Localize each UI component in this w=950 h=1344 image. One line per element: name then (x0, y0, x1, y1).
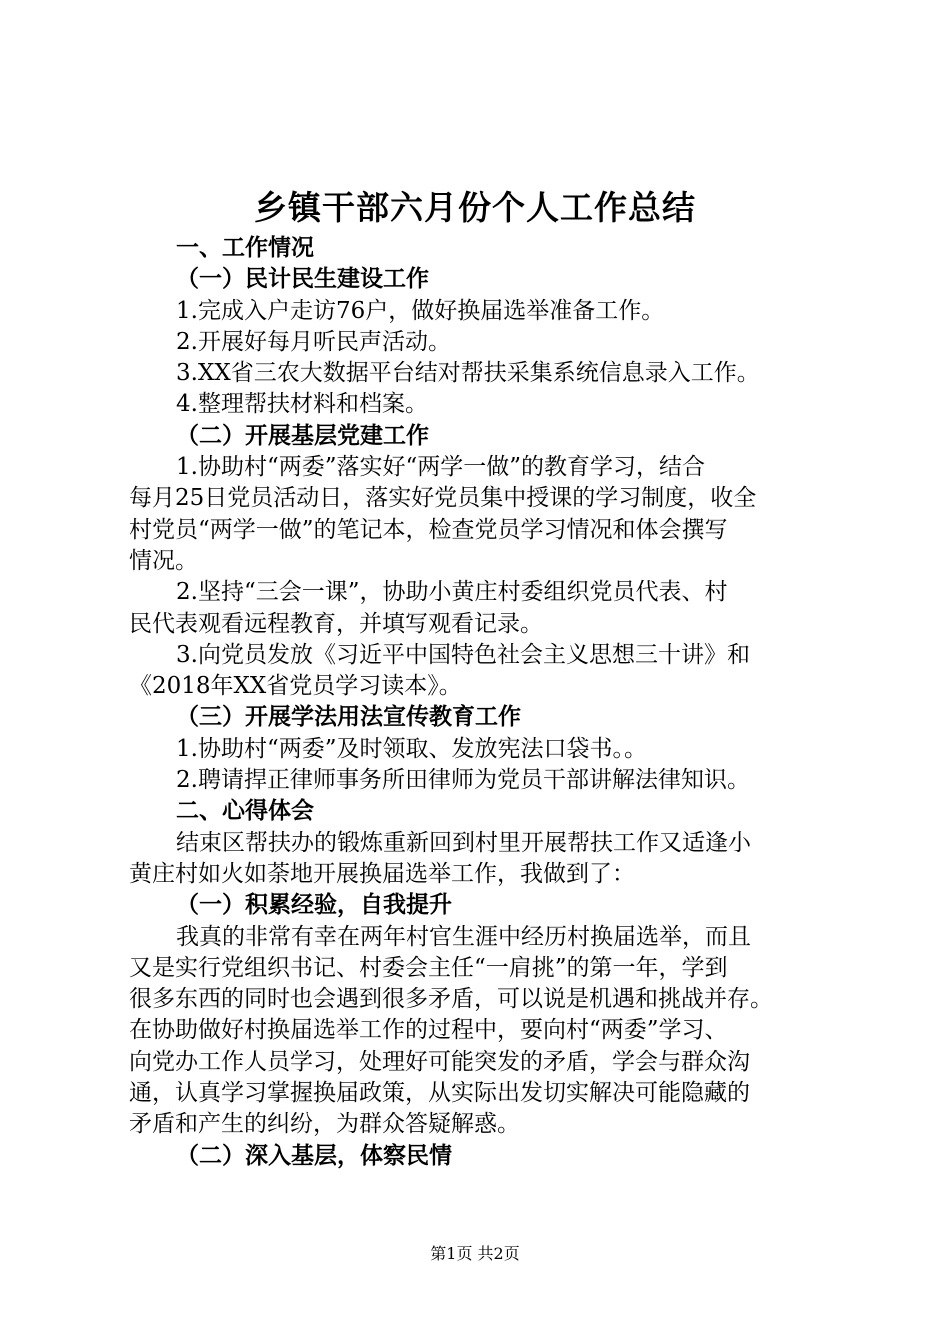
paragraph-line: 结束区帮扶办的锻炼重新回到村里开展帮扶工作又适逢小 (176, 829, 751, 856)
paragraph-line: 情况。 (129, 547, 198, 574)
paragraph-line: 村党员“两学一做”的笔记本，检查党员学习情况和体会撰写 (129, 516, 728, 543)
subsection-heading: （三）开展学法用法宣传教育工作 (176, 704, 521, 731)
subsection-heading: （二）开展基层党建工作 (176, 422, 429, 449)
paragraph-line: 3.XX省三农大数据平台结对帮扶采集系统信息录入工作。 (176, 360, 760, 387)
subsection-heading: （一）民计民生建设工作 (176, 266, 429, 293)
document-body (129, 233, 829, 1172)
section-heading: 二、心得体会 (176, 798, 314, 825)
paragraph-line: 很多东西的同时也会遇到很多矛盾，可以说是机遇和挑战并存。 (129, 986, 773, 1013)
paragraph-line: 我真的非常有幸在两年村官生涯中经历村换届选举，而且 (176, 923, 751, 950)
paragraph-line: 又是实行党组织书记、村委会主任“一肩挑”的第一年，学到 (129, 954, 728, 981)
paragraph-line: 2.聘请捍正律师事务所田律师为党员干部讲解法律知识。 (176, 767, 750, 794)
paragraph-line: 1.完成入户走访76户，做好换届选举准备工作。 (176, 297, 665, 324)
paragraph-line: 在协助做好村换届选举工作的过程中，要向村“两委”学习、 (129, 1017, 728, 1044)
paragraph-line: 每月25日党员活动日，落实好党员集中授课的学习制度，收全 (129, 485, 757, 512)
page-footer: 第1页 共2页 (430, 1244, 520, 1263)
paragraph-line: 矛盾和产生的纠纷，为群众答疑解惑。 (129, 1111, 520, 1138)
subsection-heading: （二）深入基层，体察民情 (176, 1142, 452, 1169)
paragraph-line: 2.坚持“三会一课”，协助小黄庄村委组织党员代表、村 (176, 579, 728, 606)
paragraph-line: 民代表观看远程教育，并填写观看记录。 (129, 610, 543, 637)
paragraph-line: 向党办工作人员学习，处理好可能突发的矛盾，学会与群众沟 (129, 1048, 750, 1075)
paragraph-line: 黄庄村如火如荼地开展换届选举工作，我做到了： (129, 860, 635, 887)
paragraph-line: 2.开展好每月听民声活动。 (176, 328, 451, 355)
page-title: 乡镇干部六月份个人工作总结 (254, 188, 696, 227)
paragraph-line: 《2018年XX省党员学习读本》。 (129, 673, 462, 700)
paragraph-line: 4.整理帮扶材料和档案。 (176, 391, 428, 418)
subsection-heading: （一）积累经验，自我提升 (176, 892, 452, 919)
paragraph-line: 通，认真学习掌握换届政策，从实际出发切实解决可能隐藏的 (129, 1080, 750, 1107)
paragraph-line: 3.向党员发放《习近平中国特色社会主义思想三十讲》和 (176, 641, 750, 668)
paragraph-line: 1.协助村“两委”及时领取、发放宪法口袋书。。 (176, 735, 647, 762)
section-heading: 一、工作情况 (176, 235, 314, 261)
paragraph-line: 1.协助村“两委”落实好“两学一做”的教育学习，结合 (176, 454, 705, 481)
